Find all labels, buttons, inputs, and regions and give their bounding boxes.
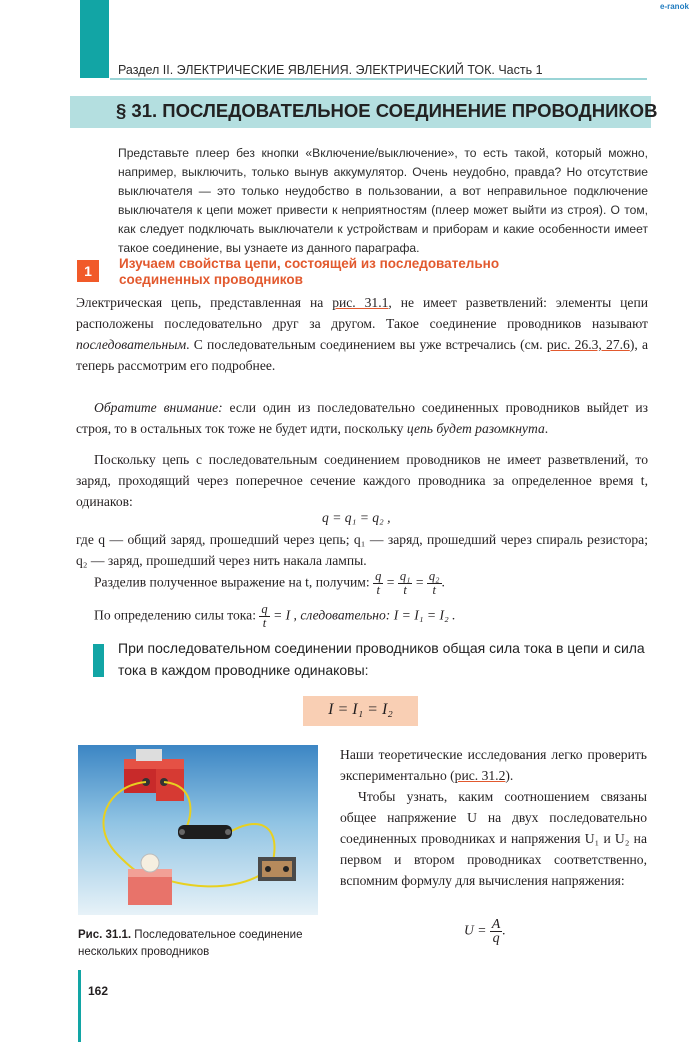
paragraph-2: Обратите внимание: если один из последовательно соединенных проводников выйдет из строя, то в остальных ток тоже не будет идти, поскольку цепь будет разомкнута.	[76, 400, 648, 436]
footer-accent-bar	[78, 970, 81, 1042]
section-header: Раздел II. ЭЛЕКТРИЧЕСКИЕ ЯВЛЕНИЯ. ЭЛЕКТРИЧЕСКИЙ ТОК. Часть 1	[118, 63, 543, 77]
paragraph-4: где q — общий заряд, прошедший через цепь; q₁ — заряд, прошедший через спираль резистора; q₂ — заряд, прошедший через нить накала лампы.	[76, 532, 648, 568]
header-accent-bar	[80, 0, 109, 78]
paragraph-6: По определению силы тока: $\frac{q}{t}$ = I , следовательно: I = I₁ = I₂ .	[94, 602, 456, 630]
switch-icon	[258, 857, 296, 881]
right-column-p1: Наши теоретические исследования легко проверить экспериментально (рис. 31.2).	[340, 747, 647, 783]
paragraph-5: Разделив полученное выражение на t, получим: $\frac{q}{t}$ = $\frac{\text{q₁}}{t}$ = $\frac{\text{q₂}}{t}$ .	[94, 569, 445, 597]
circuit-photo	[78, 745, 318, 915]
equation-charge: q = q₁ = q₂ ,	[322, 510, 391, 525]
voltage-formula: U = $\frac{A}{q}$ .	[464, 917, 506, 946]
figure-link-31-2[interactable]: рис. 31.2	[454, 768, 506, 783]
subsection-heading: Изучаем свойства цепи, состоящей из последовательно соединенных проводников	[119, 256, 500, 287]
figure-link-26-3[interactable]: рис. 26.3, 27.6	[546, 337, 630, 352]
subsection-number: 1	[77, 260, 99, 282]
figure-caption: Рис. 31.1. Последовательное соединение нескольких проводников	[78, 929, 303, 958]
rule-statement: При последовательном соединении проводников общая сила тока в цепи и сила тока в каждом проводнике одинаковы:	[118, 640, 645, 678]
key-formula: I = I₁ = I₂	[328, 701, 393, 718]
page-title: § 31. ПОСЛЕДОВАТЕЛЬНОЕ СОЕДИНЕНИЕ ПРОВОДНИКОВ	[116, 100, 658, 121]
figure-link-31-1[interactable]: рис. 31.1	[332, 295, 389, 310]
intro-paragraph: Представьте плеер без кнопки «Включение/выключение», то есть такой, который можно, например, выключить, только вынув аккумулятор. Очень неудобно, правда? Но отсутствие выключателя — это только неудобство в пользовании, а вот неправильное подключение выключателя к цепи может привести к неприятностям (плеер может выйти из строя). О том, как следует подключать выключатели к устройствам и приборам и какие особенности имеет такое соединение, вы узнаете из данного параграфа.	[118, 146, 648, 255]
right-column-p2: Чтобы узнать, каким соотношением связаны общее напряжение U на двух последовательно соединенных проводниках и напряжения U₁ и U₂ на первом и втором проводниках соответственно, вспомним формулу для вычисления напряжения:	[340, 789, 647, 888]
paragraph-3: Поскольку цепь с последовательным соединением проводников не имеет разветвлений, то заряд, проходящий через поперечное сечение каждого проводника за определенное время t, одинаков:	[76, 452, 648, 509]
resistor-icon	[178, 825, 232, 839]
note-accent-bar	[93, 644, 104, 677]
page-number: 162	[88, 984, 109, 998]
header-rule	[110, 78, 647, 80]
term-sequential: последовательным	[76, 337, 187, 352]
publisher-logo: e-ranok	[660, 2, 689, 11]
paragraph-1: Электрическая цепь, представленная на рис. 31.1, не имеет разветвлений: элементы цепи расположены последовательно друг за другом. Такое соединение проводников называют последовательным. С последовательным соединением вы уже встречались (см. рис. 26.3, 27.6), а теперь рассмотрим его подробнее.	[76, 295, 648, 373]
